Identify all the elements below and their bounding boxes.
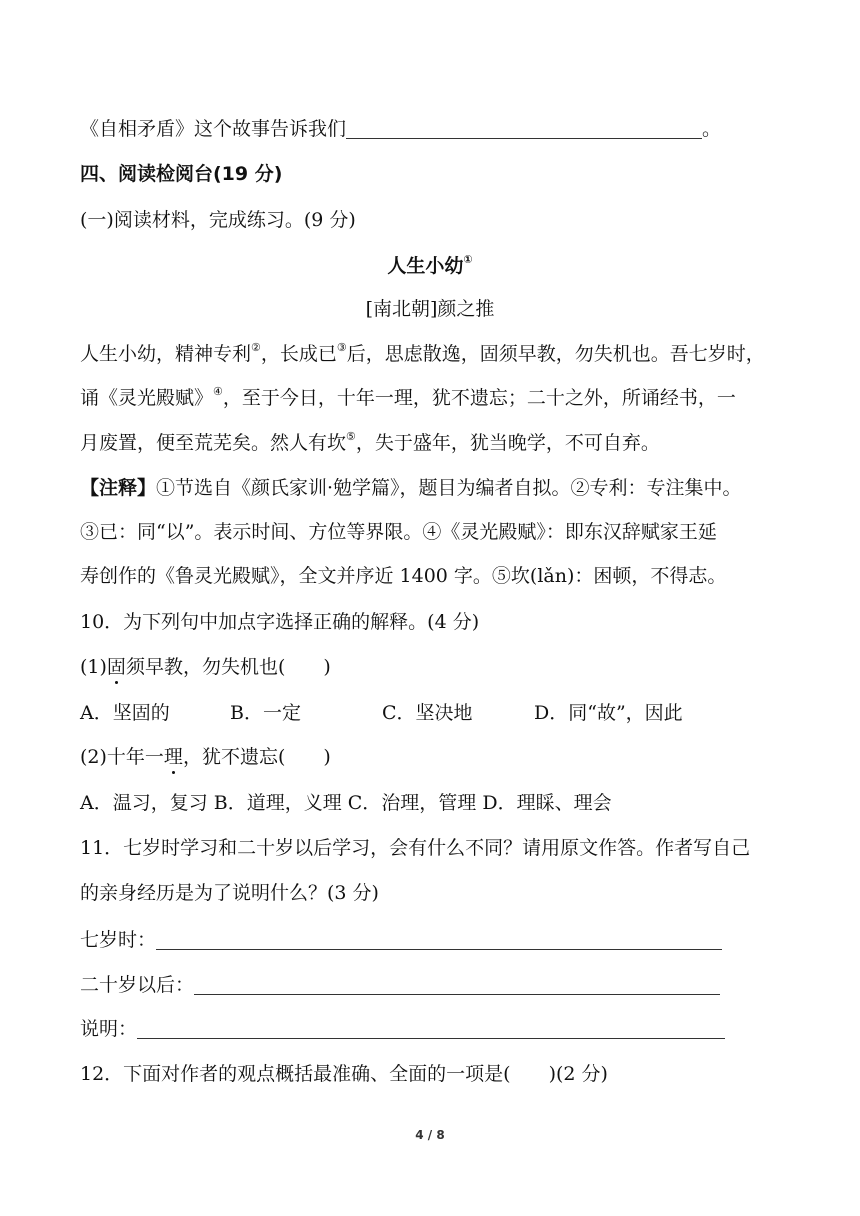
passage-author: [南北朝]颜之推 bbox=[365, 298, 495, 320]
answer-label: 七岁时： bbox=[80, 929, 157, 951]
passage-line-1 bbox=[80, 342, 765, 366]
q12-stem: 12．下面对作者的观点概括最准确、全面的一项是( )(2 分) bbox=[80, 1063, 608, 1085]
sub-text: (2)十年一 bbox=[80, 746, 164, 768]
note-marker: ③ bbox=[336, 341, 347, 354]
sub-text: 须早教，勿失机也( ) bbox=[125, 656, 331, 678]
passage-text: ，失于盛年，犹当晚学，不可自弃。 bbox=[355, 432, 660, 454]
sub-text: ，犹不遗忘( ) bbox=[182, 746, 331, 768]
passage-text: 诵《灵光殿赋》 bbox=[80, 387, 214, 409]
option-c[interactable]: C．坚决地 bbox=[382, 702, 473, 724]
q11-explain-row bbox=[80, 1017, 725, 1041]
section-heading: 四、阅读检阅台(19 分) bbox=[80, 163, 283, 185]
answer-blank[interactable] bbox=[156, 931, 722, 950]
answer-blank[interactable] bbox=[194, 976, 720, 995]
sub-heading: (一)阅读材料，完成练习。(9 分) bbox=[80, 209, 356, 231]
q9-tail-end: 。 bbox=[702, 118, 722, 140]
notes-label: 【注释】 bbox=[80, 477, 157, 499]
option-d[interactable]: D．同“故”，因此 bbox=[534, 702, 683, 724]
dotted-char: 固 bbox=[106, 656, 126, 678]
q10-sub1-options bbox=[80, 701, 683, 725]
q11-stem-2: 的亲身经历是为了说明什么？(3 分) bbox=[80, 882, 379, 904]
note-marker: ② bbox=[251, 341, 261, 354]
answer-label: 说明： bbox=[80, 1018, 138, 1040]
option-b[interactable]: B．一定 bbox=[230, 702, 301, 724]
q11-stem-1: 11．七岁时学习和二十岁以后学习，会有什么不同？请用原文作答。作者写自己 bbox=[80, 837, 751, 859]
notes-line-1 bbox=[80, 476, 742, 500]
answer-blank[interactable] bbox=[346, 120, 702, 139]
passage-text: 人生小幼，精神专利 bbox=[80, 343, 252, 365]
q9-tail-line bbox=[80, 117, 721, 141]
passage-title-text: 人生小幼 bbox=[387, 255, 464, 277]
passage-text: ，长成已 bbox=[260, 343, 337, 365]
q10-sub1 bbox=[80, 655, 331, 679]
page-number: 4 / 8 bbox=[415, 1128, 445, 1142]
notes-text: ①节选自《颜氏家训·勉学篇》，题目为编者自拟。②专利：专注集中。 bbox=[156, 477, 742, 499]
notes-line-3: 寿创作的《鲁灵光殿赋》，全文并序近 1400 字。⑤坎(lǎn)：困顿，不得志。 bbox=[80, 565, 727, 587]
notes-line-2: ③已：同“以”。表示时间、方位等界限。④《灵光殿赋》：即东汉辞赋家王延 bbox=[80, 521, 717, 543]
note-marker: ④ bbox=[213, 385, 223, 398]
title-note-marker: ① bbox=[463, 253, 473, 266]
passage-text: 后，思虑散逸，固须早教，勿失机也。吾七岁时， bbox=[346, 343, 765, 365]
sub-number: (1) bbox=[80, 656, 107, 678]
passage-title bbox=[0, 254, 860, 278]
q9-tail-text: 《自相矛盾》这个故事告诉我们 bbox=[80, 118, 347, 140]
q10-sub2-options[interactable]: A．温习，复习 B．道理，义理 C．治理，管理 D．理睬、理会 bbox=[80, 792, 612, 814]
note-marker: ⑤ bbox=[346, 430, 356, 443]
passage-line-2 bbox=[80, 386, 736, 410]
dotted-char: 理 bbox=[163, 746, 183, 768]
option-a[interactable]: A．坚固的 bbox=[80, 702, 170, 724]
answer-label: 二十岁以后： bbox=[80, 974, 195, 996]
q10-stem: 10．为下列句中加点字选择正确的解释。(4 分) bbox=[80, 611, 480, 633]
q11-twenty-row bbox=[80, 973, 720, 997]
answer-blank[interactable] bbox=[137, 1020, 725, 1039]
passage-text: ，至于今日，十年一理，犹不遗忘；二十之外，所诵经书，一 bbox=[222, 387, 736, 409]
q11-seven-row bbox=[80, 928, 722, 952]
passage-text: 月废置，便至荒芜矣。然人有坎 bbox=[80, 432, 347, 454]
q10-sub2 bbox=[80, 745, 331, 769]
passage-line-3 bbox=[80, 431, 660, 455]
